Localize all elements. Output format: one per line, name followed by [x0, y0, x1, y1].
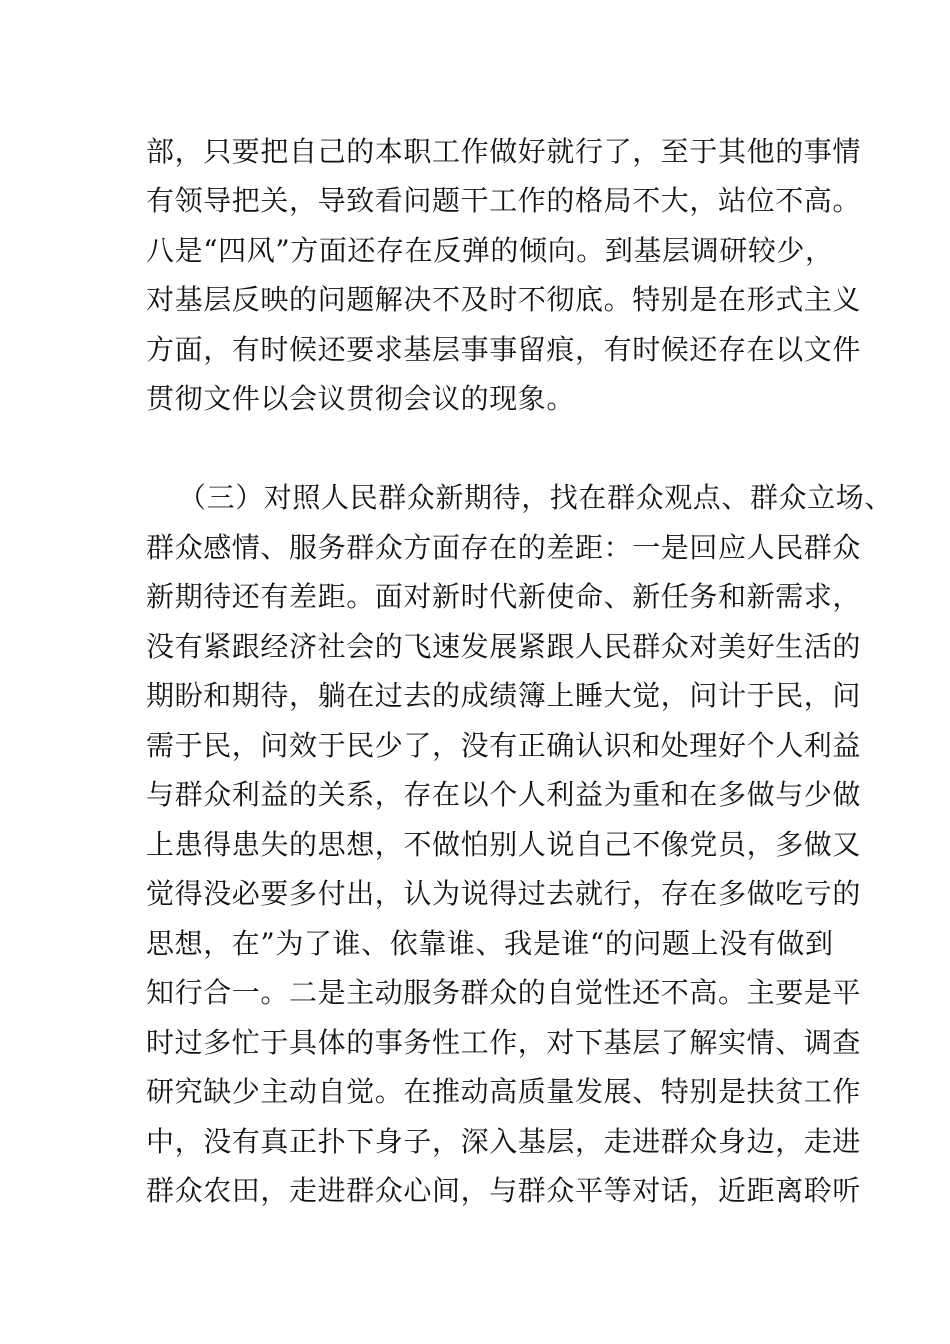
paragraph-1-line: 有领导把关，导致看问题干工作的格局不大，站位不高。	[146, 184, 862, 217]
paragraph-2-line: 需于民，问效于民少了，没有正确认识和处理好个人利益	[146, 729, 862, 762]
paragraph-2-line: 中，没有真正扑下身子，深入基层，走进群众身边，走进	[146, 1125, 862, 1158]
paragraph-1-line: 对基层反映的问题解决不及时不彻底。特别是在形式主义	[146, 283, 862, 316]
paragraph-1-line: 部，只要把自己的本职工作做好就行了，至于其他的事情	[146, 135, 862, 168]
paragraph-2-line: 知行合一。二是主动服务群众的自觉性还不高。主要是平	[146, 976, 862, 1009]
paragraph-2-line: 新期待还有差距。面对新时代新使命、新任务和新需求，	[146, 580, 862, 613]
paragraph-2-line: 群众农田，走进群众心间，与群众平等对话，近距离聆听	[146, 1174, 862, 1207]
paragraph-2-line: 研究缺少主动自觉。在推动高质量发展、特别是扶贫工作	[146, 1075, 862, 1108]
paragraph-2-line: 期盼和期待，躺在过去的成绩簿上睡大觉，问计于民，问	[146, 679, 862, 712]
paragraph-2-line: 时过多忙于具体的事务性工作，对下基层了解实情、调查	[146, 1026, 862, 1059]
paragraph-2-line: 群众感情、服务群众方面存在的差距：一是回应人民群众	[146, 531, 862, 564]
paragraph-2-line: （三）对照人民群众新期待，找在群众观点、群众立场、	[178, 481, 894, 514]
paragraph-1-line: 八是“四风”方面还存在反弹的倾向。到基层调研较少，	[146, 234, 834, 267]
paragraph-2-line: 与群众利益的关系，存在以个人利益为重和在多做与少做	[146, 778, 862, 811]
paragraph-2-line: 上患得患失的思想，不做怕别人说自己不像党员，多做又	[146, 828, 862, 861]
paragraph-2-line: 思想，在”为了谁、依靠谁、我是谁“的问题上没有做到	[146, 927, 834, 960]
paragraph-1-line: 贯彻文件以会议贯彻会议的现象。	[146, 382, 576, 415]
paragraph-2-line: 觉得没必要多付出，认为说得过去就行，存在多做吃亏的	[146, 877, 862, 910]
paragraph-2-line: 没有紧跟经济社会的飞速发展紧跟人民群众对美好生活的	[146, 630, 862, 663]
paragraph-1-line: 方面，有时候还要求基层事事留痕，有时候还存在以文件	[146, 333, 862, 366]
